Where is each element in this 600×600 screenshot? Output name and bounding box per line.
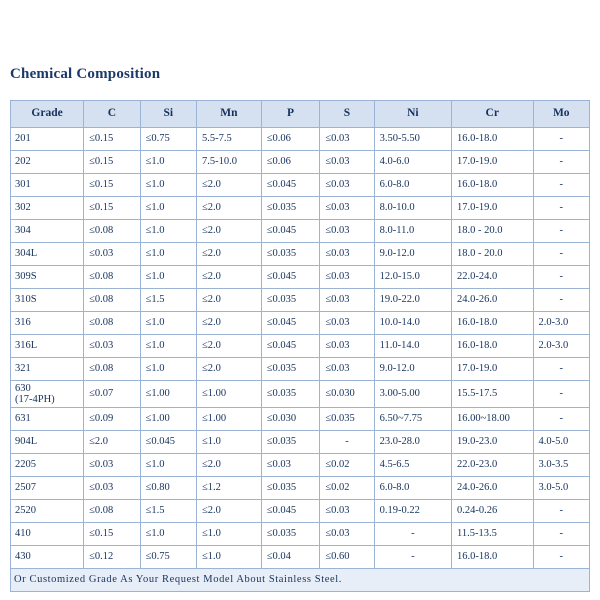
cell-grade-line1: 630 [15, 383, 31, 394]
cell-mo: 3.0-5.0 [533, 477, 590, 500]
cell-c: ≤0.15 [84, 523, 140, 546]
footer-note: Or Customized Grade As Your Request Model About Stainless Steel. [11, 569, 590, 592]
cell-grade: 201 [11, 128, 84, 151]
cell-s: ≤0.03 [320, 358, 374, 381]
cell-si: ≤1.0 [140, 358, 196, 381]
cell-c: ≤0.09 [84, 408, 140, 431]
cell-c: ≤0.03 [84, 335, 140, 358]
cell-mn: ≤2.0 [197, 289, 262, 312]
cell-grade: 304L [11, 243, 84, 266]
table-body [11, 128, 590, 592]
cell-cr: 11.5-13.5 [451, 523, 533, 546]
cell-grade: 321 [11, 358, 84, 381]
cell-mo: 3.0-3.5 [533, 454, 590, 477]
table-row [11, 381, 590, 408]
table-row [11, 431, 590, 454]
cell-si: ≤1.0 [140, 266, 196, 289]
cell-c: ≤0.03 [84, 454, 140, 477]
cell-mn: ≤2.0 [197, 358, 262, 381]
cell-p: ≤0.045 [261, 335, 320, 358]
cell-p: ≤0.04 [261, 546, 320, 569]
cell-grade: 410 [11, 523, 84, 546]
column-header-p: P [261, 101, 320, 128]
cell-si: ≤1.0 [140, 335, 196, 358]
cell-mo: - [533, 358, 590, 381]
cell-mo: - [533, 243, 590, 266]
chemical-composition-table [10, 100, 590, 592]
cell-grade: 904L [11, 431, 84, 454]
cell-mo: - [533, 151, 590, 174]
column-header-si: Si [140, 101, 196, 128]
cell-c: ≤0.15 [84, 197, 140, 220]
cell-grade: 310S [11, 289, 84, 312]
cell-ni: 8.0-10.0 [374, 197, 451, 220]
cell-mo: - [533, 197, 590, 220]
cell-s: ≤0.03 [320, 500, 374, 523]
cell-ni: 3.50-5.50 [374, 128, 451, 151]
column-header-mn: Mn [197, 101, 262, 128]
column-header-s: S [320, 101, 374, 128]
cell-p: ≤0.045 [261, 174, 320, 197]
cell-si: ≤1.0 [140, 174, 196, 197]
cell-cr: 16.00~18.00 [451, 408, 533, 431]
cell-grade: 202 [11, 151, 84, 174]
cell-s: ≤0.03 [320, 151, 374, 174]
cell-ni: 23.0-28.0 [374, 431, 451, 454]
cell-mn: ≤2.0 [197, 197, 262, 220]
table-row [11, 197, 590, 220]
cell-mn: ≤2.0 [197, 500, 262, 523]
cell-c: ≤2.0 [84, 431, 140, 454]
cell-grade: 631 [11, 408, 84, 431]
cell-cr: 16.0-18.0 [451, 335, 533, 358]
cell-cr: 24.0-26.0 [451, 477, 533, 500]
table-row [11, 454, 590, 477]
cell-p: ≤0.035 [261, 523, 320, 546]
cell-s: - [320, 431, 374, 454]
table-row [11, 500, 590, 523]
cell-p: ≤0.035 [261, 431, 320, 454]
cell-grade-line2: (17-4PH) [15, 394, 55, 406]
cell-s: ≤0.03 [320, 289, 374, 312]
cell-c: ≤0.08 [84, 289, 140, 312]
cell-mo: - [533, 220, 590, 243]
cell-grade: 316 [11, 312, 84, 335]
table-header [11, 101, 590, 128]
cell-p: ≤0.035 [261, 197, 320, 220]
table-row [11, 477, 590, 500]
cell-ni: 4.0-6.0 [374, 151, 451, 174]
cell-s: ≤0.03 [320, 220, 374, 243]
table-row [11, 220, 590, 243]
table-row [11, 335, 590, 358]
cell-si: ≤0.80 [140, 477, 196, 500]
cell-si: ≤1.0 [140, 151, 196, 174]
cell-s: ≤0.03 [320, 312, 374, 335]
cell-c: ≤0.15 [84, 128, 140, 151]
cell-cr: 17.0-19.0 [451, 151, 533, 174]
cell-mn: ≤2.0 [197, 454, 262, 477]
cell-cr: 16.0-18.0 [451, 312, 533, 335]
cell-ni: - [374, 523, 451, 546]
column-header-grade: Grade [11, 101, 84, 128]
cell-mn: ≤2.0 [197, 243, 262, 266]
cell-si: ≤1.0 [140, 197, 196, 220]
cell-s: ≤0.03 [320, 197, 374, 220]
cell-p: ≤0.035 [261, 289, 320, 312]
cell-mo: - [533, 381, 590, 408]
cell-c: ≤0.15 [84, 151, 140, 174]
cell-s: ≤0.02 [320, 454, 374, 477]
cell-mo: 2.0-3.0 [533, 335, 590, 358]
cell-s: ≤0.03 [320, 266, 374, 289]
cell-mn: ≤2.0 [197, 312, 262, 335]
cell-grade: 309S [11, 266, 84, 289]
cell-ni: 3.00-5.00 [374, 381, 451, 408]
cell-si: ≤0.75 [140, 546, 196, 569]
cell-cr: 16.0-18.0 [451, 174, 533, 197]
cell-mn: ≤2.0 [197, 335, 262, 358]
cell-s: ≤0.035 [320, 408, 374, 431]
cell-si: ≤1.00 [140, 381, 196, 408]
table-row [11, 243, 590, 266]
cell-mn: ≤1.0 [197, 523, 262, 546]
cell-grade: 430 [11, 546, 84, 569]
cell-cr: 17.0-19.0 [451, 197, 533, 220]
cell-mn: ≤1.00 [197, 381, 262, 408]
table-row [11, 289, 590, 312]
cell-ni: 9.0-12.0 [374, 358, 451, 381]
cell-mo: - [533, 289, 590, 312]
cell-s: ≤0.03 [320, 335, 374, 358]
chemical-composition-table-wrapper [10, 100, 590, 592]
table-row [11, 266, 590, 289]
cell-cr: 22.0-23.0 [451, 454, 533, 477]
cell-si: ≤1.0 [140, 523, 196, 546]
cell-mo: 2.0-3.0 [533, 312, 590, 335]
cell-ni: 9.0-12.0 [374, 243, 451, 266]
cell-s: ≤0.030 [320, 381, 374, 408]
cell-p: ≤0.045 [261, 312, 320, 335]
cell-c: ≤0.03 [84, 477, 140, 500]
cell-p: ≤0.045 [261, 500, 320, 523]
cell-ni: - [374, 546, 451, 569]
cell-c: ≤0.12 [84, 546, 140, 569]
column-header-ni: Ni [374, 101, 451, 128]
cell-grade: 316L [11, 335, 84, 358]
cell-grade: 301 [11, 174, 84, 197]
cell-si: ≤0.75 [140, 128, 196, 151]
cell-s: ≤0.02 [320, 477, 374, 500]
cell-p: ≤0.035 [261, 477, 320, 500]
cell-mn: ≤1.0 [197, 546, 262, 569]
table-row [11, 312, 590, 335]
cell-c: ≤0.08 [84, 358, 140, 381]
cell-cr: 16.0-18.0 [451, 128, 533, 151]
cell-si: ≤1.0 [140, 312, 196, 335]
cell-grade: 2507 [11, 477, 84, 500]
cell-s: ≤0.60 [320, 546, 374, 569]
cell-p: ≤0.06 [261, 128, 320, 151]
cell-s: ≤0.03 [320, 128, 374, 151]
cell-mo: - [533, 523, 590, 546]
table-row [11, 408, 590, 431]
table-footer-row [11, 569, 590, 592]
cell-c: ≤0.08 [84, 220, 140, 243]
cell-mn: 7.5-10.0 [197, 151, 262, 174]
table-row [11, 546, 590, 569]
cell-s: ≤0.03 [320, 243, 374, 266]
cell-s: ≤0.03 [320, 523, 374, 546]
cell-cr: 18.0 - 20.0 [451, 243, 533, 266]
cell-mn: ≤1.00 [197, 408, 262, 431]
cell-mo: - [533, 128, 590, 151]
cell-si: ≤1.00 [140, 408, 196, 431]
cell-p: ≤0.06 [261, 151, 320, 174]
table-header-row [11, 101, 590, 128]
cell-grade [11, 381, 84, 408]
cell-c: ≤0.15 [84, 174, 140, 197]
cell-mn: ≤2.0 [197, 220, 262, 243]
cell-cr: 15.5-17.5 [451, 381, 533, 408]
cell-c: ≤0.07 [84, 381, 140, 408]
cell-p: ≤0.045 [261, 220, 320, 243]
cell-ni: 4.5-6.5 [374, 454, 451, 477]
cell-c: ≤0.08 [84, 500, 140, 523]
cell-si: ≤1.5 [140, 500, 196, 523]
cell-p: ≤0.045 [261, 266, 320, 289]
column-header-mo: Mo [533, 101, 590, 128]
cell-mn: ≤1.2 [197, 477, 262, 500]
cell-mo: 4.0-5.0 [533, 431, 590, 454]
cell-ni: 6.50~7.75 [374, 408, 451, 431]
cell-cr: 18.0 - 20.0 [451, 220, 533, 243]
cell-p: ≤0.03 [261, 454, 320, 477]
cell-grade: 304 [11, 220, 84, 243]
cell-p: ≤0.035 [261, 243, 320, 266]
cell-ni: 12.0-15.0 [374, 266, 451, 289]
cell-mn: ≤1.0 [197, 431, 262, 454]
cell-ni: 11.0-14.0 [374, 335, 451, 358]
cell-p: ≤0.035 [261, 381, 320, 408]
cell-p: ≤0.030 [261, 408, 320, 431]
table-row [11, 174, 590, 197]
cell-ni: 6.0-8.0 [374, 174, 451, 197]
column-header-c: C [84, 101, 140, 128]
cell-grade: 2520 [11, 500, 84, 523]
cell-mn: ≤2.0 [197, 174, 262, 197]
cell-c: ≤0.08 [84, 266, 140, 289]
cell-cr: 24.0-26.0 [451, 289, 533, 312]
cell-c: ≤0.08 [84, 312, 140, 335]
cell-cr: 22.0-24.0 [451, 266, 533, 289]
cell-c: ≤0.03 [84, 243, 140, 266]
cell-mo: - [533, 500, 590, 523]
table-row [11, 128, 590, 151]
cell-cr: 16.0-18.0 [451, 546, 533, 569]
table-row [11, 151, 590, 174]
cell-si: ≤1.0 [140, 243, 196, 266]
cell-mn: 5.5-7.5 [197, 128, 262, 151]
cell-ni: 6.0-8.0 [374, 477, 451, 500]
cell-s: ≤0.03 [320, 174, 374, 197]
cell-grade: 302 [11, 197, 84, 220]
cell-cr: 19.0-23.0 [451, 431, 533, 454]
cell-mo: - [533, 174, 590, 197]
cell-mo: - [533, 408, 590, 431]
cell-ni: 8.0-11.0 [374, 220, 451, 243]
cell-ni: 19.0-22.0 [374, 289, 451, 312]
cell-si: ≤1.0 [140, 454, 196, 477]
cell-mo: - [533, 546, 590, 569]
cell-p: ≤0.035 [261, 358, 320, 381]
table-row [11, 358, 590, 381]
cell-ni: 10.0-14.0 [374, 312, 451, 335]
cell-mn: ≤2.0 [197, 266, 262, 289]
cell-cr: 17.0-19.0 [451, 358, 533, 381]
cell-si: ≤1.5 [140, 289, 196, 312]
cell-mo: - [533, 266, 590, 289]
table-row [11, 523, 590, 546]
column-header-cr: Cr [451, 101, 533, 128]
cell-ni: 0.19-0.22 [374, 500, 451, 523]
cell-grade: 2205 [11, 454, 84, 477]
page-title: Chemical Composition [10, 66, 161, 82]
cell-si: ≤0.045 [140, 431, 196, 454]
cell-si: ≤1.0 [140, 220, 196, 243]
cell-cr: 0.24-0.26 [451, 500, 533, 523]
